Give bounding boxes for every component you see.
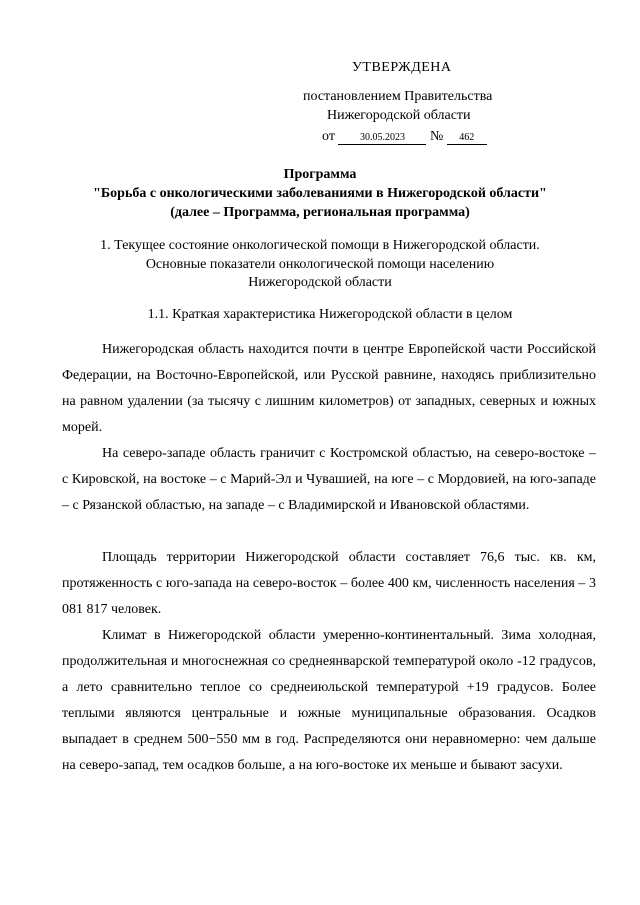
subsection-title: 1.1. Краткая характеристика Нижегородской области в целом: [147, 307, 513, 322]
paragraph-borders: На северо-западе область граничит с Костромской областью, на северо-востоке – с Кировской, на востоке – с Марий-Эл и Чувашией, на юге – с Мордовией, на юго-западе – с Рязанской областью, на западе – с Владимирской и Ивановской областями.: [62, 446, 596, 513]
section-title-line3: Нижегородской области: [248, 275, 392, 290]
approval-date: 30.05.2023: [338, 132, 426, 145]
section-title-line2: Основные показатели онкологической помощи населению: [145, 257, 495, 272]
paragraph-climate: Климат в Нижегородской области умеренно-континентальный. Зима холодная, продолжительная и многоснежная со среднеянварской температурой около -12 градусов, а лето сравнительно теплое со среднеиюльской температурой +19 градусов. Более теплыми являются центральные и южные муниципальные образования. Осадков выпадает в среднем 500−550 мм в год. Распределяются они неравномерно: чем дальше на северо-запад, тем осадков больше, а на юго-востоке их меньше и бывают засухи.: [62, 628, 596, 773]
approval-title: УТВЕРЖДЕНА: [352, 60, 452, 75]
section-title-line1: 1. Текущее состояние онкологической помощи в Нижегородской области.: [100, 238, 540, 253]
approval-decree-line: постановлением Правительства: [303, 89, 493, 104]
approval-number: 462: [447, 132, 487, 145]
approval-date-number-line: [322, 129, 487, 145]
approval-number-sign: №: [429, 129, 444, 144]
paragraph-area-population: Площадь территории Нижегородской области составляет 76,6 тыс. кв. км, протяженность с юго-запада на северо-восток – более 400 км, численность населения – 3 081 817 человек.: [62, 550, 596, 617]
program-alias: (далее – Программа, региональная программа): [170, 205, 470, 220]
approval-from-label: от: [322, 129, 335, 144]
program-name: "Борьба с онкологическими заболеваниями в Нижегородской области": [93, 186, 547, 201]
paragraph-location: Нижегородская область находится почти в центре Европейской части Российской Федерации, на Восточно-Европейской, или Русской равнине, находясь приблизительно на равном удалении (за тысячу с лишним километров) от западных, северных и южных морей.: [62, 342, 596, 435]
approval-region-line: Нижегородской области: [327, 108, 471, 123]
program-heading: Программа: [283, 167, 357, 182]
